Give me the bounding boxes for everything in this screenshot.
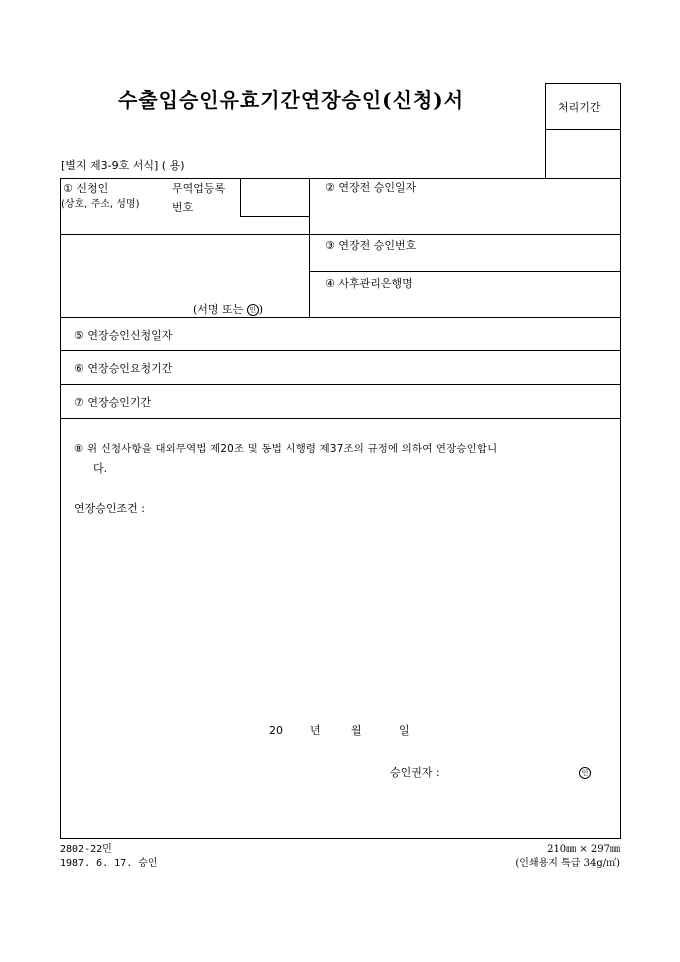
trade-registration-label-2: 번호: [172, 201, 194, 214]
approval-conditions-label: 연장승인조건 :: [74, 502, 145, 515]
approval-statement-end: 다.: [93, 462, 108, 475]
footer-code: 2802-22민: [60, 844, 112, 855]
processing-period-label: 처리기간: [558, 101, 601, 114]
date-day-unit: 일: [399, 724, 410, 737]
footer-paper-size: 210㎜ × 297㎜: [547, 844, 620, 855]
form-number: [별지 제3-9호 서식] ( 용): [61, 159, 185, 172]
date-month-unit: 월: [351, 724, 362, 737]
seal-icon: 인: [247, 304, 259, 316]
approval-statement: ⑧ 위 신청사항을 대외무역법 제20조 및 동법 시행령 제37조의 규정에 의하여 연장승인합니: [74, 443, 498, 455]
form-title: 수출입승인유효기간연장승인(신청)서: [118, 88, 465, 112]
applicant-sub-label: (상호, 주소, 성명): [61, 199, 140, 210]
applicant-label: ① 신청인: [63, 182, 109, 195]
pre-extension-date-label: ② 연장전 승인일자: [325, 181, 417, 194]
approver-label: 승인권자 :: [390, 766, 440, 779]
extension-approval-period-label: ⑦ 연장승인기간: [74, 396, 152, 409]
approver-seal-icon: 인: [579, 767, 591, 779]
date-year-unit: 년: [310, 724, 321, 737]
extension-request-period-label: ⑥ 연장승인요청기간: [74, 362, 173, 375]
date-year: 20: [269, 724, 283, 737]
extension-request-date-label: ⑤ 연장승인신청일자: [74, 329, 173, 342]
signature-close: ): [258, 303, 264, 316]
signature-line: [193, 303, 263, 316]
trade-registration-label: 무역업등록: [172, 182, 226, 195]
footer-paper-spec: (인쇄용지 특급 34g/㎡): [515, 858, 620, 869]
footer-approval-date: 1987. 6. 17. 승인: [60, 858, 158, 869]
management-bank-label: ④ 사후관리은행명: [325, 277, 413, 290]
pre-extension-number-label: ③ 연장전 승인번호: [325, 239, 417, 252]
signature-text: (서명 또는: [193, 303, 244, 316]
approver-seal: [579, 766, 591, 779]
